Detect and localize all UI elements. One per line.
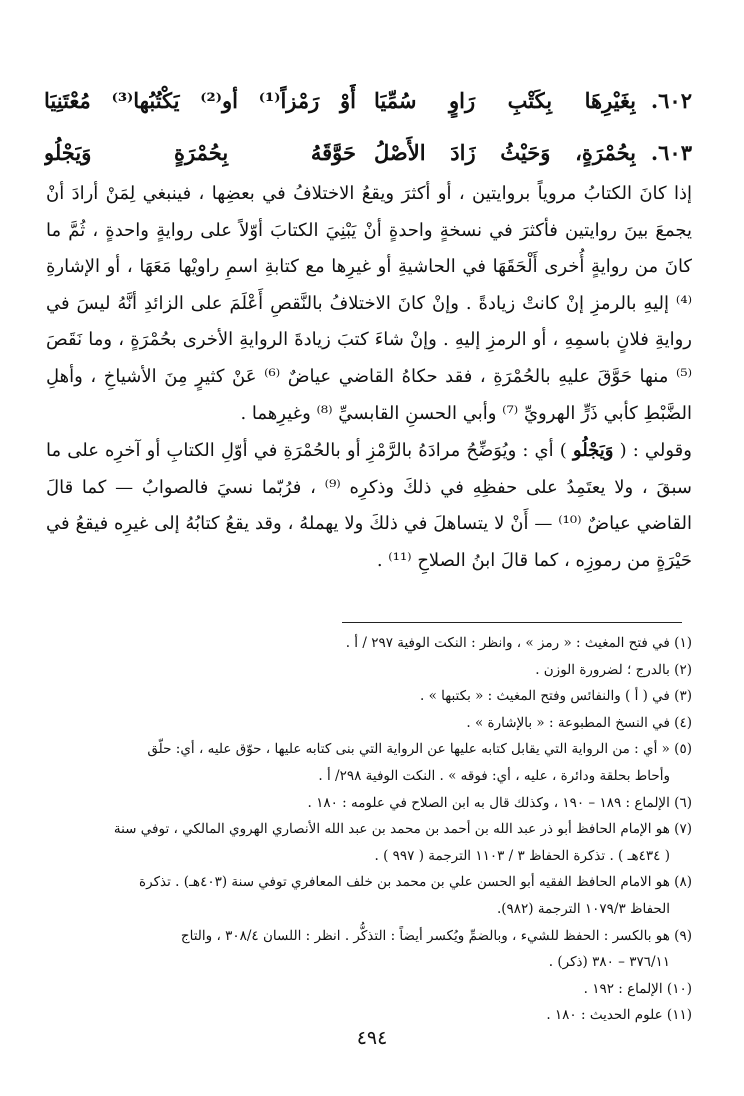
verse-number: ٦٠٢.: [650, 88, 692, 113]
verse-603: [44, 136, 692, 170]
quoted-verse-word: وَيَجْلُو: [572, 440, 614, 462]
verse-602: [44, 84, 692, 118]
verse-second-hemistich: أَوْ رَمْزاً⁽¹⁾ أو⁽²⁾ يَكْتُبُها⁽³⁾ مُعْتَنِيَا: [44, 88, 356, 113]
footnote: (١٠) الإلماع : ١٩٢ .: [583, 980, 692, 997]
footnote: (٨) هو الامام الحافظ الفقيه أبو الحسن علي بن محمد بن خلف المعافري توفي سنة (٤٠٣هـ) . تذكرة: [139, 874, 692, 891]
verse-second-hemistich: حَوَّقَهُ بِحُمْرَةٍ وَيَجْلُو: [44, 140, 356, 165]
footnote: (١) في فتح المغيث : « رمز » ، وانظر : النكت الوفية ٢٩٧ / أ .: [345, 635, 692, 651]
verse-first-hemistich: بِغَيْرِهَا بِكَتْبِ رَاوٍ سُمِّيَا: [374, 88, 636, 113]
footnote-continuation: ٣٧٦/١١ – ٣٨٠ (ذكر) .: [548, 954, 670, 971]
footnote-continuation: ( ٤٣٤هـ ) . تذكرة الحفاظ ٣ / ١١٠٣ الترجمة ( ٩٩٧ ) .: [374, 847, 670, 864]
commentary-text: [46, 176, 692, 580]
footnote: (٧) هو الإمام الحافظ أبو ذر عبد الله بن أحمد بن محمد بن عبد الله الأنصاري الهروي المالكي ، توفي سنة: [113, 821, 692, 838]
commentary-paragraph: [46, 433, 692, 579]
verse-first-hemistich: بِحُمْرَةٍ، وَحَيْثُ زَادَ الأَصْلُ: [374, 140, 636, 165]
footnote-continuation: وأحاط بحلقة ودائرة ، عليه ، أي: فوقه » . النكت الوفية ٢٩٨/ أ .: [318, 767, 670, 784]
footnote: (٤) في النسخ المطبوعة : « بالإشارة » .: [466, 714, 692, 731]
footnote-divider: [342, 622, 682, 623]
footnote: (٩) هو بالكسر : الحفظ للشيء ، وبالضمِّ ويُكسر أيضاً : التذكُّر . انظر : اللسان ٣٠٨/٤ ، والتاج: [180, 927, 692, 944]
footnote: (٢) بالدرج ؛ لضرورة الوزن .: [535, 661, 692, 678]
verse-number: ٦٠٣.: [650, 140, 692, 165]
paragraph-rest: ) أي : ويُوَضِّحُ مرادَهُ بالرَّمْزِ أو بالحُمْرَةِ في أوّلِ الكتابِ أو آخرِه على ما سبقَ ، ولا يعتَمِدُ على حفظِهِ في ذلكَ وذكرِه ⁽⁹⁾ ، فرُبّما نسيَ فالصوابُ — كما قالَ القاضي عياضٌ ⁽¹⁰⁾ — أَنْ لا يتساهلَ في ذلكَ ولا يهملهُ ، وقد يقعُ كتابُهُ إلى غيرِه فيقعُ في حَيْرَةٍ من رموزِه ، كما قالَ ابنُ الصلاحِ ⁽¹¹⁾ .: [46, 440, 693, 571]
footnote: (٥) « أي : من الرواية التي يقابل كتابه عليها عن الرواية التي بنى كتابه عليها ، حوّق عليه ، أي: حلّق: [147, 741, 692, 758]
footnotes: [46, 630, 692, 1029]
footnote: (٦) الإلماع : ١٨٩ – ١٩٠ ، وكذلك قال به ابن الصلاح في علومه : ١٨٠ .: [307, 794, 692, 811]
page-number: ٤٩٤: [356, 1027, 388, 1049]
paragraph-lead: وقولي : (: [619, 440, 692, 462]
footnote: (٣) في ( أ ) والنفائس وفتح المغيث : « بكتبها » .: [420, 688, 692, 705]
footnote-continuation: الحفاظ ١٠٧٩/٣ الترجمة (٩٨٢).: [496, 900, 670, 917]
commentary-paragraph: إذا كانَ الكتابُ مروياً بروايتين ، أو أكثرَ ويقعُ الاختلافُ في بعضِها ، فينبغي لِمَنْ أرادَ أنْ يجمعَ بينَ روايتين فأكثرَ في نسخةٍ واحدةٍ أنْ يَبْنِيَ الكتابَ أوّلاً على روايةٍ واحدةٍ ، ثُمَّ ما كانَ من روايةٍ أُخرى أَلْحَقَهَا في الحاشيةِ أو غيرِها مع كتابةِ اسمِ راويْها مَعَهَا ، أو الإشارةِ ⁽⁴⁾ إليهِ بالرمزِ إنْ كانتْ زيادةً . وإنْ كانَ الاختلافُ بالنَّقصِ أَعْلَمَ على الزائدِ أنَّهُ ليسَ في روايةِ فلانٍ باسمِهِ ، أو الرمزِ إليهِ . وإنْ شاءَ كتبَ زيادةَ الروايةِ الأخرى بحُمْرَةٍ ، وما نَقَصَ ⁽⁵⁾ منها حَوَّقَ عليهِ بالحُمْرَةِ ، فقد حكاهُ القاضي عياضٌ ⁽⁶⁾ عَنْ كثيرٍ مِنَ الأشياخِ ، وأهلِ الضَّبْطِ كأبي ذَرٍّ الهرويِّ ⁽⁷⁾ وأبي الحسنِ القابسيِّ ⁽⁸⁾ وغيرِهما .: [46, 183, 692, 424]
footnote: (١١) علوم الحديث : ١٨٠ .: [546, 1007, 692, 1024]
